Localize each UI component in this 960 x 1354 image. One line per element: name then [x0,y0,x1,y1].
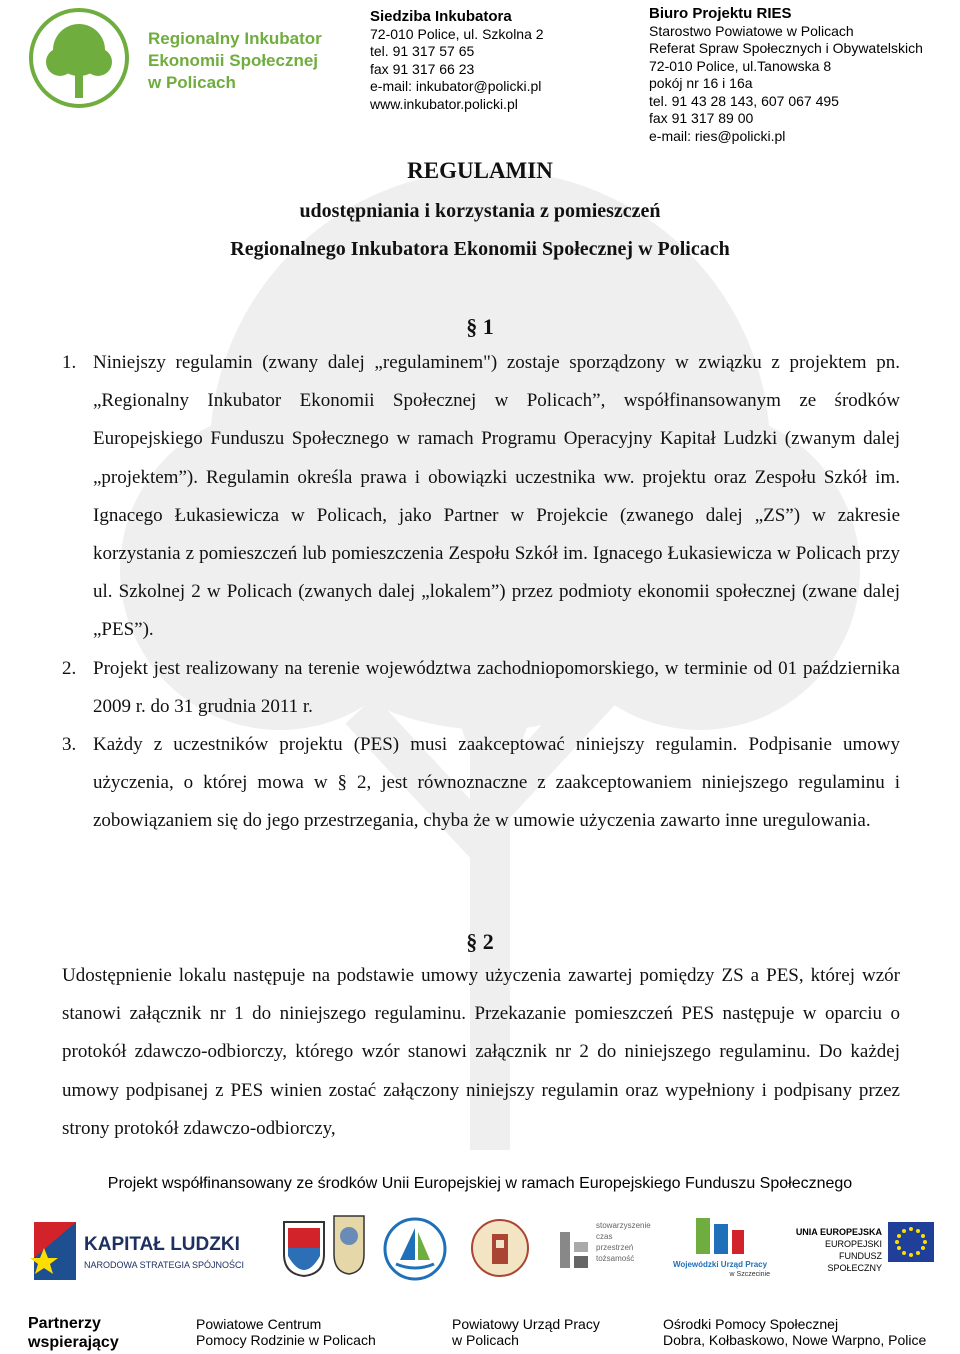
cofinance-note: Projekt współfinansowany ze środków Unii Europejskiej w ramach Europejskiego Funduszu Społecznego [107,1175,853,1192]
logo-line: Regionalny Inkubator [148,29,322,48]
wup-symbol-icon [692,1214,748,1258]
paragraph: Udostępnienie lokalu następuje na podstawie umowy użyczenia zawartej pomiędzy ZS a PES, której wzór stanowi załącznik nr 1 do niniejszego regulaminu. Przekazanie pomieszczeń PES następuje w oparciu o protokół zdawczo-odbiorczy, którego wzór stanowi załącznik nr 2 do niniejszego regulaminu. Do każdej umowy podpisanej z PES winien zostać załączony niniejszy regulamin oraz wypełniony i podpisany przez strony protokół zdawczo-odbiorczy, [62,965,900,1139]
partner-line: Pomocy Rodzinie w Policach [196,1332,376,1348]
logo-wordmark [148,28,322,94]
stow-line: przestrzeń [596,1243,634,1252]
wup-title: Wojewódzki Urząd Pracy [672,1260,768,1269]
list-item [62,344,900,650]
stowarzyszenie-logo [556,1220,666,1280]
document-subtitle: udostępniania i korzystania z pomieszczeń [299,200,661,222]
document-subtitle: Regionalnego Inkubatora Ekonomii Społecznej w Policach [230,238,730,260]
logo-strip [0,1210,960,1290]
stow-line: tożsamość [596,1254,635,1263]
partners-label [28,1314,119,1352]
contact-line: 72-010 Police, ul.Tanowska 8 [649,57,832,74]
contact-line: Starostwo Powiatowe w Policach [649,22,854,39]
list-item [62,726,900,841]
contact-line: tel. 91 43 28 143, 607 067 495 [649,92,839,109]
coat-of-arms-icon [282,1220,326,1278]
letterhead [0,0,960,150]
tree-logo-icon [24,8,134,108]
contact-title: Biuro Projektu RIES [649,5,792,22]
eu-flag-icon [888,1222,934,1262]
person-figure-icon [556,1228,592,1272]
section-heading: § 2 [466,929,494,954]
headquarters-contact [370,8,544,113]
partner-line: Ośrodki Pomocy Społecznej [663,1316,839,1332]
partner-line: Powiatowy Urząd Pracy [452,1316,600,1332]
project-office-contact [649,5,923,145]
stow-line: czas [596,1232,613,1241]
supporting-partners [0,1310,960,1354]
contact-line: tel. 91 317 57 65 [370,43,475,59]
eu-logo [784,1222,934,1282]
partner-line: Dobra, Kołbaskowo, Nowe Warpno, Police [663,1332,927,1348]
partner-line: w Policach [452,1332,519,1348]
partners-label-line: wspierający [28,1334,119,1351]
school-emblem-icon [470,1218,530,1278]
partner-item [663,1316,926,1348]
list-number: 1. [62,352,77,373]
contact-line: pokój nr 16 i 16a [649,75,753,91]
section-heading: § 1 [466,314,494,339]
contact-line: e-mail: inkubator@policki.pl [370,78,542,94]
list-item-text: Projekt jest realizowany na terenie województwa zachodniopomorskiego, w terminie od 01 października 2009 r. do 31 grudnia 2011 r. [93,657,900,717]
sailboat-seal-icon [382,1216,448,1282]
star-flag-icon [24,1218,78,1284]
partners-label-line: Partnerzy [28,1315,101,1332]
list-item-text: Niniejszy regulamin (zwany dalej „regulaminem") zostaje sporządzony w związku z projektem pn. „Regionalny Inkubator Ekonomii Społecznej w Policach”, współfinansowanym ze środków Europejskiego Funduszu Społecznego w ramach Programu Operacyjny Kapitał Ludzki (zwanym dalej „projektem”). Regulamin określa prawa i obowiązki uczestnika ww. projektu oraz Zespołu Szkół im. Ignacego Łukasiewicza w Policach, jako Partner w Projekcie (zwanego dalej „ZS”) w zakresie korzystania z pomieszczeń lub pomieszczenia Zespołu Szkół im. Ignacego Łukasiewicza w Policach przy ul. Szkolnej 2 w Policach (zwanych dalej „lokalem”) przez podmioty ekonomii społecznej (zwane dalej „PES”). [93,352,900,641]
contact-line: e-mail: ries@policki.pl [649,127,786,144]
stow-line: stowarzyszenie [596,1221,651,1230]
contact-title: Siedziba Inkubatora [370,8,512,25]
logo-line: Ekonomii Społecznej [148,51,319,70]
kapital-ludzki-logo [24,1218,254,1288]
wup-subtitle: w Szczecinie [729,1271,770,1278]
partner-item [196,1316,376,1348]
list-item-text: Każdy z uczestników projektu (PES) musi zaakceptować niniejszy regulamin. Podpisanie umowy użyczenia, o której mowa w § 2, jest równoznaczne z zaakceptowaniem niniejszego regulaminu i zobowiązaniem się do jego przestrzegania, chyba że w umowie użyczenia zawarto inne uregulowania. [93,734,900,832]
eu-line: EUROPEJSKI [824,1239,882,1249]
contact-line: Referat Spraw Społecznych i Obywatelskich [649,40,923,56]
list-number: 2. [62,657,77,679]
inkubator-logo [24,8,324,108]
document-title: REGULAMIN [407,158,553,183]
kl-title: KAPITAŁ LUDZKI [84,1234,240,1255]
wup-logo [670,1214,770,1286]
contact-line: 72-010 Police, ul. Szkolna 2 [370,25,544,42]
logo-line: w Policach [148,73,236,92]
eu-line: UNIA EUROPEJSKA [795,1227,882,1237]
contact-line: fax 91 317 89 00 [649,110,754,126]
list-number: 3. [62,734,77,756]
eu-line: FUNDUSZ SPOŁECZNY [827,1251,882,1273]
contact-line: www.inkubator.policki.pl [370,95,518,112]
town-emblem-icon [332,1214,366,1276]
kl-subtitle: NARODOWA STRATEGIA SPÓJNOŚCI [84,1260,245,1270]
partner-item [452,1316,600,1348]
contact-line: fax 91 317 66 23 [370,60,475,77]
regulation-list [62,344,900,841]
partner-line: Powiatowe Centrum [196,1316,322,1332]
list-item [62,650,900,726]
